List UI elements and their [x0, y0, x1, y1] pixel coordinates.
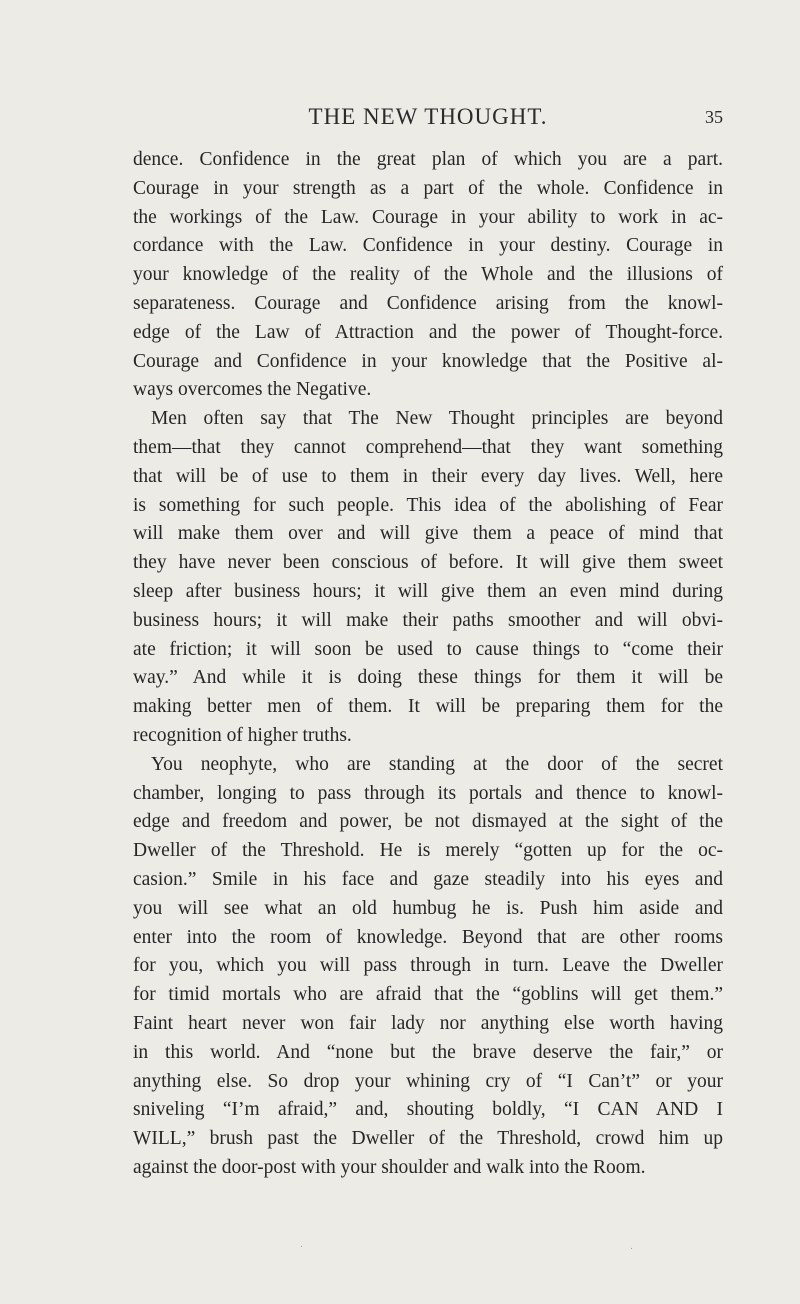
text-line: sniveling “I’m afraid,” and, shouting boldly, “I CAN AND I [133, 1099, 723, 1121]
running-title: THE NEW THOUGHT. [308, 104, 548, 129]
text-line: cordance with the Law. Confidence in your destiny. Courage in [133, 235, 723, 257]
text-line: your knowledge of the reality of the Whole and the illusions of [133, 264, 723, 286]
body-text [133, 146, 723, 1183]
text-line: chamber, longing to pass through its portals and thence to knowl- [133, 782, 723, 804]
text-line: business hours; it will make their paths smoother and will obvi- [133, 609, 723, 631]
text-line: Faint heart never won fair lady nor anything else worth having [133, 1012, 723, 1034]
text-line: edge of the Law of Attraction and the power of Thought-force. [133, 321, 723, 343]
text-line: You neophyte, who are standing at the door of the secret [151, 753, 723, 775]
text-line: making better men of them. It will be preparing them for the [133, 696, 723, 718]
text-line: edge and freedom and power, be not dismayed at the sight of the [133, 811, 723, 833]
text-line: Men often say that The New Thought principles are beyond [151, 408, 723, 430]
text-line: enter into the room of knowledge. Beyond that are other rooms [133, 926, 723, 948]
text-line: you will see what an old humbug he is. Push him aside and [133, 897, 723, 919]
text-line: Courage in your strength as a part of the whole. Confidence in [133, 177, 723, 199]
text-line: that will be of use to them in their every day lives. Well, here [133, 465, 723, 487]
page-number: 35 [705, 107, 723, 127]
text-line: they have never been conscious of before. It will give them sweet [133, 552, 723, 574]
text-line: sleep after business hours; it will give them an even mind during [133, 580, 723, 602]
speck-mark: . [630, 1242, 633, 1252]
text-line: the workings of the Law. Courage in your ability to work in ac- [133, 206, 723, 228]
text-line: ways overcomes the Negative. [133, 379, 372, 401]
text-line: them—that they cannot comprehend—that they want something [133, 436, 723, 458]
text-line: separateness. Courage and Confidence arising from the knowl- [133, 292, 723, 314]
text-line: WILL,” brush past the Dweller of the Threshold, crowd him up [133, 1128, 723, 1150]
text-line: ate friction; it will soon be used to cause things to “come their [133, 638, 723, 660]
text-line: casion.” Smile in his face and gaze steadily into his eyes and [133, 868, 723, 890]
text-line: way.” And while it is doing these things for them it will be [133, 667, 723, 689]
text-line: against the door-post with your shoulder and walk into the Room. [133, 1156, 646, 1178]
running-head [133, 104, 723, 134]
text-line: anything else. So drop your whining cry of “I Can’t” or your [133, 1070, 723, 1092]
text-line: in this world. And “none but the brave deserve the fair,” or [133, 1041, 723, 1063]
text-line: is something for such people. This idea of the abolishing of Fear [133, 494, 723, 516]
speck-mark: . [300, 1240, 303, 1250]
text-line: will make them over and will give them a peace of mind that [133, 523, 723, 545]
text-line: dence. Confidence in the great plan of which you are a part. [133, 149, 723, 170]
text-line: for you, which you will pass through in turn. Leave the Dweller [133, 955, 723, 977]
paper-specks [0, 1236, 800, 1256]
text-line: for timid mortals who are afraid that the “goblins will get them.” [133, 984, 723, 1006]
text-line: Dweller of the Threshold. He is merely “gotten up for the oc- [133, 840, 723, 862]
text-line: Courage and Confidence in your knowledge that the Positive al- [133, 350, 723, 372]
text-line: recognition of higher truths. [133, 724, 352, 746]
